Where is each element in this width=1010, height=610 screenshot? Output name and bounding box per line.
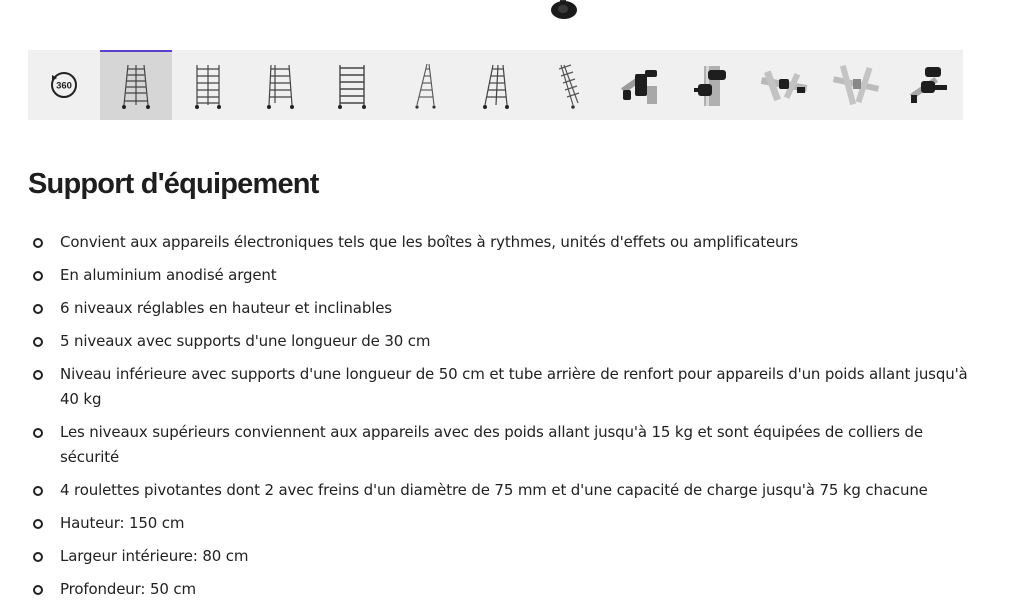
feature-text: 5 niveaux avec supports d'une longueur de 30 cm — [60, 332, 431, 350]
list-item — [28, 362, 968, 412]
joint-detail-icon — [759, 65, 809, 105]
bullet-icon — [33, 486, 43, 496]
feature-text: En aluminium anodisé argent — [60, 266, 277, 284]
rack-side-icon — [551, 59, 585, 111]
caster-wheel-image — [548, 0, 578, 20]
bullet-icon — [33, 304, 43, 314]
rotate-360-button[interactable] — [28, 50, 100, 120]
thumbnail-2[interactable] — [172, 50, 244, 120]
list-item — [28, 478, 968, 503]
rotate-360-icon — [49, 70, 79, 100]
list-item — [28, 544, 968, 569]
thumbnail-8[interactable] — [604, 50, 676, 120]
rack-angle-icon — [263, 59, 297, 111]
image-thumbnail-strip — [28, 50, 963, 120]
thumbnail-10[interactable] — [748, 50, 820, 120]
feature-text: Convient aux appareils électroniques tels que les boîtes à rythmes, unités d'effets ou amplificateurs — [60, 233, 799, 251]
rack-front-icon — [191, 59, 225, 111]
thumbnail-6[interactable] — [460, 50, 532, 120]
list-item — [28, 230, 968, 255]
feature-text: Niveau inférieure avec supports d'une longueur de 50 cm et tube arrière de renfort pour appareils d'un poids allant jusqu'à 40 kg — [60, 365, 968, 408]
bullet-icon — [33, 428, 43, 438]
list-item — [28, 263, 968, 288]
feature-text: 6 niveaux réglables en hauteur et inclinables — [60, 299, 392, 317]
list-item — [28, 329, 968, 354]
feature-text: Largeur intérieure: 80 cm — [60, 547, 249, 565]
bullet-icon — [33, 271, 43, 281]
bullet-icon — [33, 238, 43, 248]
tube-clamp-icon — [692, 62, 732, 108]
product-title: Support d'équipement — [28, 168, 319, 200]
thumbnail-7[interactable] — [532, 50, 604, 120]
thumbnail-12[interactable] — [892, 50, 964, 120]
rack-front-angle-icon — [119, 59, 153, 111]
rack-straight-icon — [335, 59, 369, 111]
bullet-icon — [33, 552, 43, 562]
thumbnail-3[interactable] — [244, 50, 316, 120]
thumbnail-5[interactable] — [388, 50, 460, 120]
rack-side-tilt-icon — [407, 59, 441, 111]
thumbnail-9[interactable] — [676, 50, 748, 120]
bullet-icon — [33, 370, 43, 380]
thumbnail-4[interactable] — [316, 50, 388, 120]
rack-three-quarter-icon — [479, 59, 513, 111]
connector-detail-icon — [831, 63, 881, 107]
bullet-icon — [33, 519, 43, 529]
svg-text:360: 360 — [56, 80, 72, 92]
thumbnail-1[interactable] — [100, 50, 172, 120]
list-item — [28, 511, 968, 536]
list-item — [28, 296, 968, 321]
bullet-icon — [33, 585, 43, 595]
clamp-detail-icon — [617, 62, 663, 108]
feature-text: Profondeur: 50 cm — [60, 580, 196, 598]
list-item — [28, 420, 968, 470]
thumbnail-11[interactable] — [820, 50, 892, 120]
feature-text: Hauteur: 150 cm — [60, 514, 185, 532]
bullet-icon — [33, 337, 43, 347]
feature-text: 4 roulettes pivotantes dont 2 avec freins d'un diamètre de 75 mm et d'une capacité de charge jusqu'à 75 kg chacune — [60, 481, 928, 499]
feature-text: Les niveaux supérieurs conviennent aux appareils avec des poids allant jusqu'à 15 kg et sont équipées de colliers de sécurité — [60, 423, 923, 466]
list-item — [28, 577, 968, 602]
feature-list — [28, 230, 968, 610]
bracket-detail-icon — [905, 63, 951, 107]
